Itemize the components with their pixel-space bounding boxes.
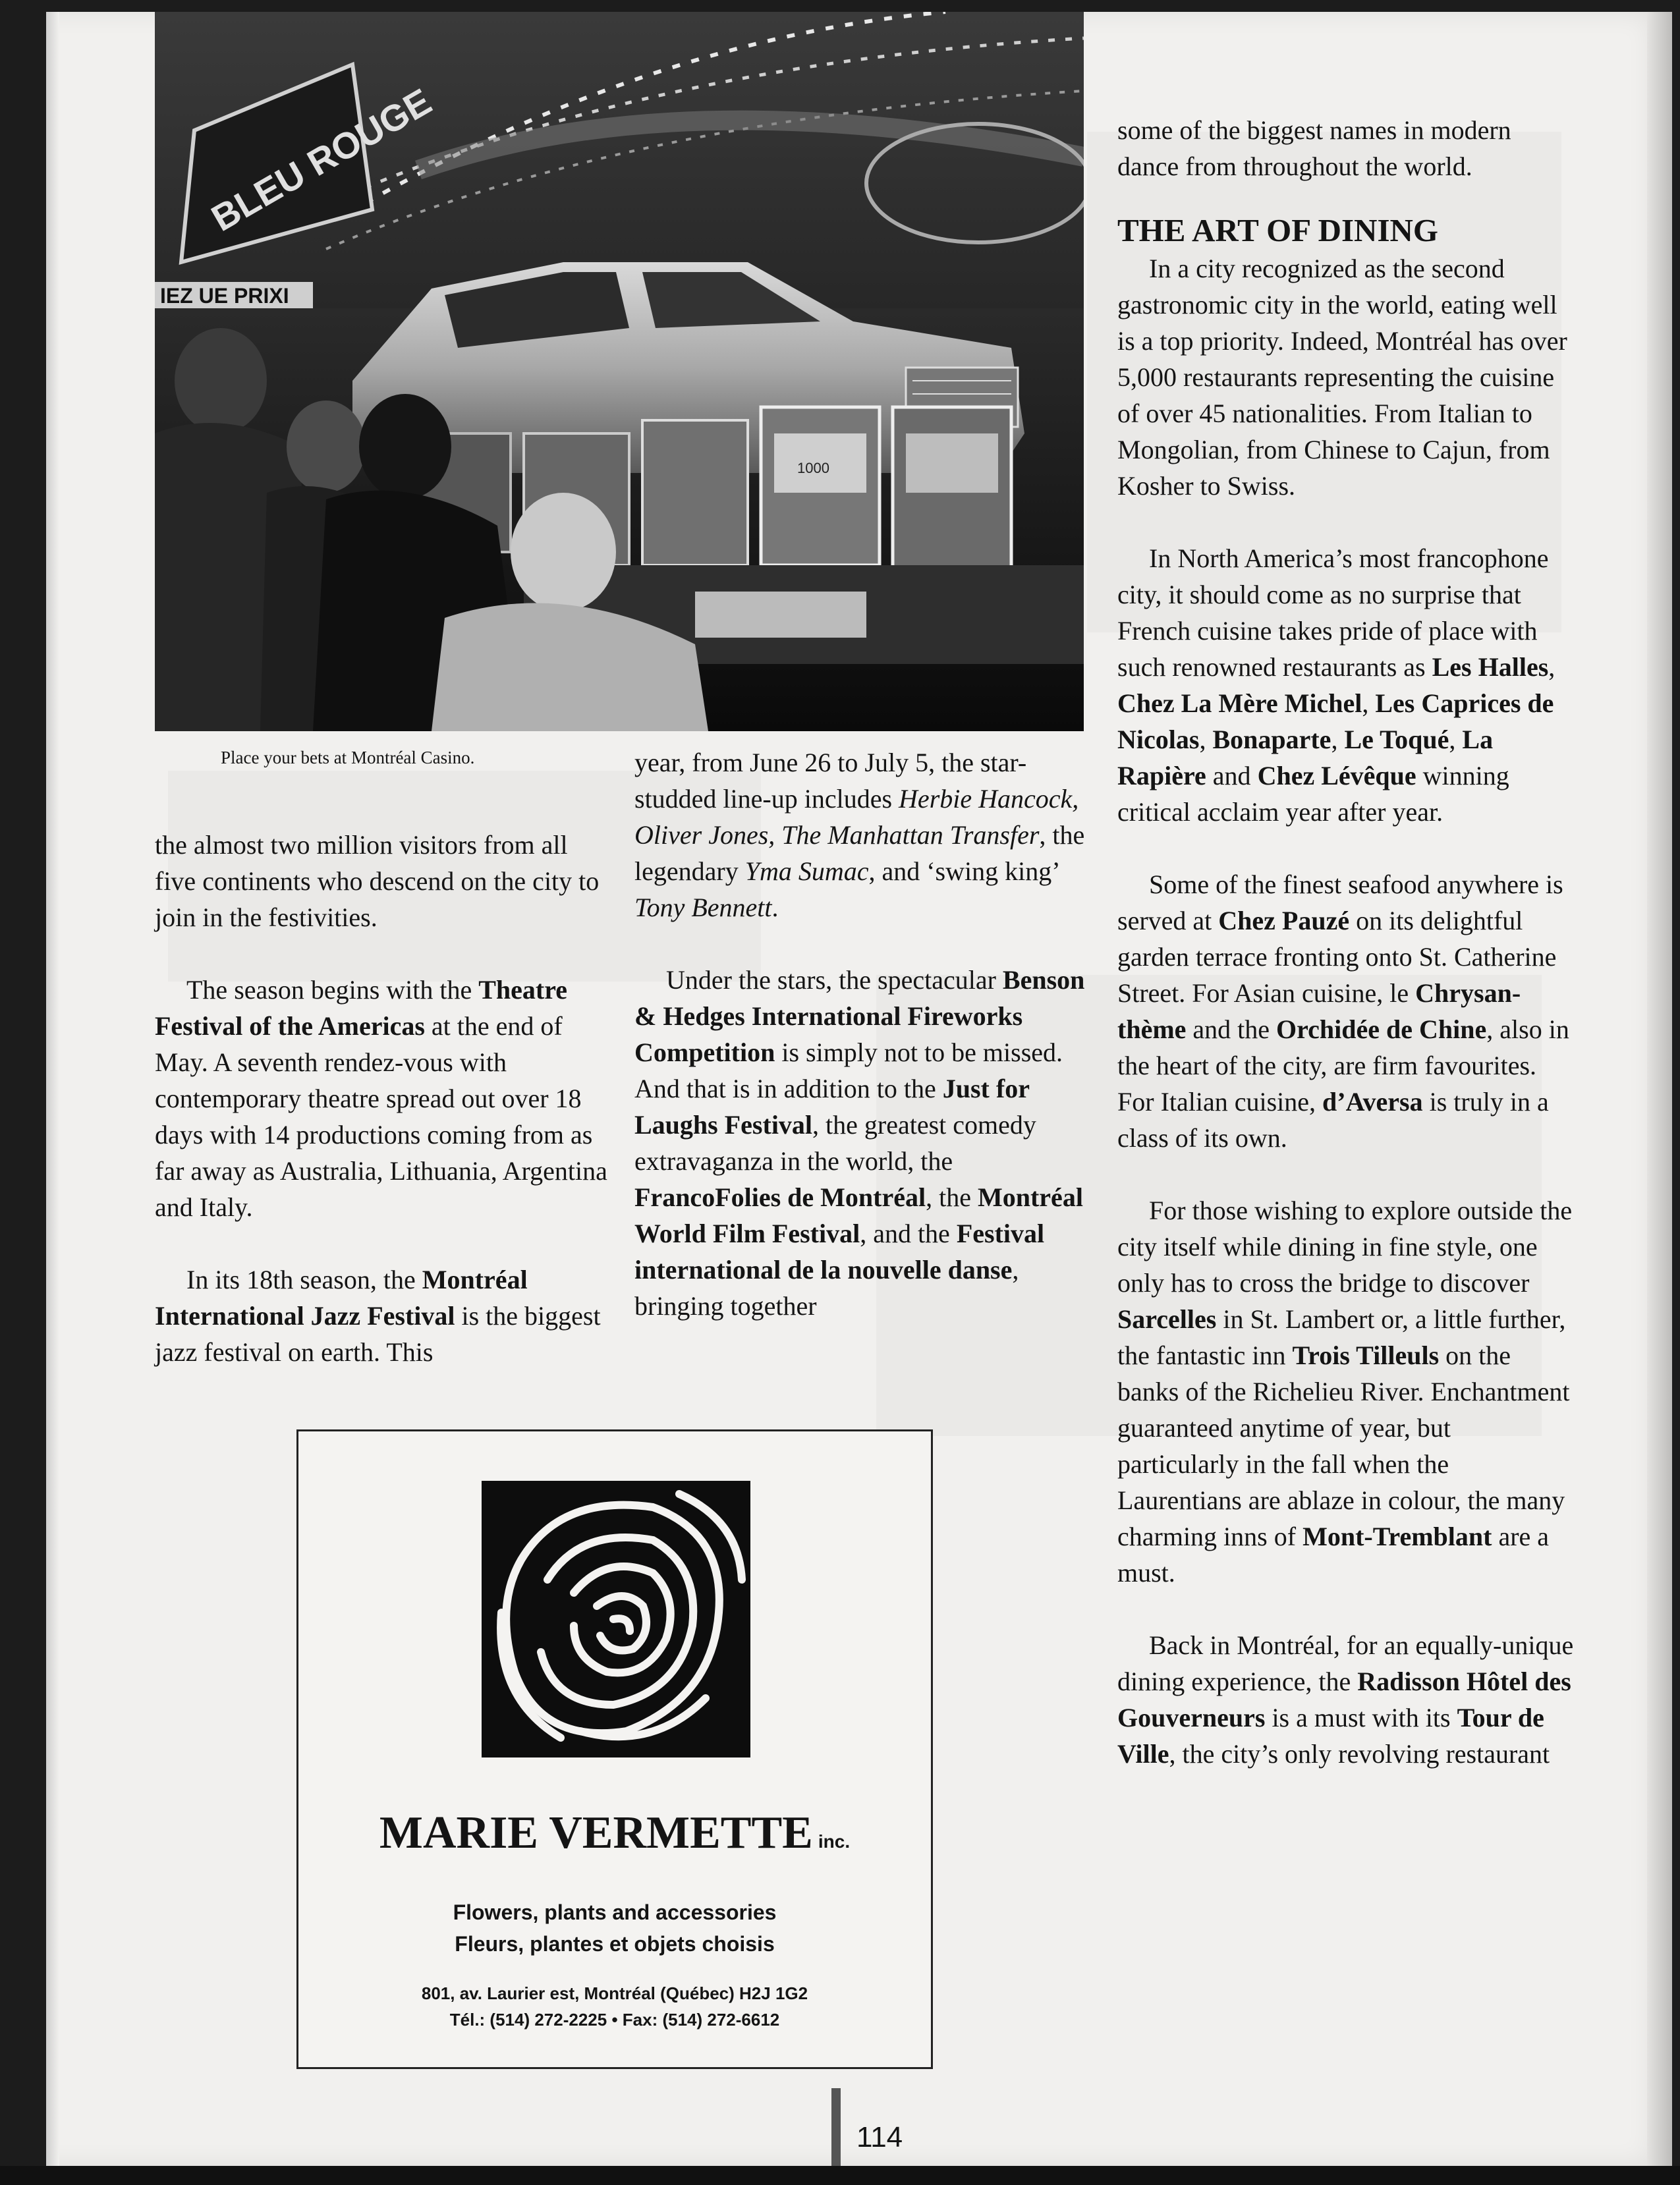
ad-phone: Tél.: (514) 272-2225 • Fax: (514) 272-6612 — [449, 2010, 780, 2030]
text-run: on its delightful garden terrace fronting onto St. Catherine Street. For Asian cuisine, le — [1117, 906, 1557, 1008]
italic-name: Herbie Hancock, Oliver Jones, The Manhattan Transfer — [634, 784, 1079, 850]
bold-name: Benson & Hedges International Fireworks Competition — [634, 965, 1085, 1067]
bold-name: Orchidée de Chine — [1276, 1014, 1487, 1044]
text-run: winning critical acclaim year after year. — [1117, 761, 1509, 827]
section-heading: THE ART OF DINING — [1117, 212, 1439, 248]
text-run: , bringing together — [634, 1255, 1019, 1321]
text-run: , the — [926, 1182, 978, 1212]
text-run: , the legendary — [634, 820, 1085, 886]
text-run: , also in the heart of the city, are firm favourites. For Italian cuisine, — [1117, 1014, 1569, 1117]
text-run: In its 18th season, the — [186, 1265, 422, 1294]
page-left-edge — [46, 12, 59, 2166]
ad-tagline-en: Flowers, plants and accessories — [453, 1900, 777, 1924]
text-run: Under the stars, the spectacular — [666, 965, 1003, 995]
text-run: , and ‘swing king’ — [868, 856, 1059, 886]
sign-text: BLEU ROUGE — [204, 80, 439, 240]
bold-name: Just for Laughs Festival — [634, 1074, 1030, 1140]
text-run: and — [1206, 761, 1258, 790]
page-number: 114 — [856, 2121, 903, 2153]
bold-name: Les Caprices de Nicolas — [1117, 688, 1554, 754]
col2-paragraph-2 — [634, 962, 1089, 1324]
text-run: Some of the finest seafood anywhere is served at — [1117, 870, 1563, 935]
text-run: is truly in a class of its own. — [1117, 1087, 1549, 1153]
bold-name: Radisson Hôtel des Gouverneurs — [1117, 1667, 1571, 1732]
text-run: For those wishing to explore outside the city itself while dining in fine style, one only has to cross the bridge to discover — [1117, 1196, 1573, 1298]
col3-paragraph-2 — [1117, 540, 1579, 830]
col3-paragraph-1: In a city recognized as the second gastronomic city in the world, eating well is a top priority. Indeed, Montréal has over 5,000 restaurants representing the cuisine of over 45 nationalities. From Italian to Mongolian, from Chinese to Cajun, from Kosher to Swiss. — [1117, 254, 1567, 501]
ad-brand — [298, 1807, 931, 1860]
text-run: The season begins with the — [186, 975, 479, 1005]
text-run: , and the — [860, 1219, 957, 1248]
bold-name: Les Halles — [1432, 652, 1549, 682]
bold-name: Chez La Mère Michel — [1117, 688, 1362, 718]
brand-name: MARIE VERMETTE — [379, 1808, 813, 1858]
bold-name: La Rapière — [1117, 725, 1494, 790]
casino-photo — [155, 12, 1084, 731]
col1-paragraph-2 — [155, 972, 609, 1225]
photo-caption: Place your bets at Montréal Casino. — [221, 748, 475, 767]
column-3 — [1117, 112, 1579, 1772]
text-run: , — [1362, 688, 1376, 718]
text-run: are a must. — [1117, 1522, 1550, 1588]
marie-vermette-ad — [296, 1429, 933, 2069]
text-run: In North America’s most francophone city, it should come as no surprise that French cuisine takes pride of place with such renowned restaurants as — [1117, 543, 1549, 682]
col1-paragraph-1: the almost two million visitors from all five continents who descend on the city to join in the festivities. — [155, 830, 600, 932]
bold-name: Montréal World Film Festival — [634, 1182, 1083, 1248]
scan-border — [0, 2166, 1680, 2185]
col2-paragraph-1 — [634, 744, 1089, 926]
rose-logo-icon — [482, 1481, 750, 1757]
text-run: , — [1449, 725, 1463, 754]
ad-address: 801, av. Laurier est, Montréal (Québec) H2J 1G2 — [421, 1983, 808, 2003]
bold-name: Le Toqué — [1344, 725, 1449, 754]
italic-name: Yma Sumac — [744, 856, 869, 886]
text-run: , — [1331, 725, 1345, 754]
text-run: and the — [1186, 1014, 1277, 1044]
brand-suffix: inc. — [818, 1831, 851, 1852]
col3-paragraph-3 — [1117, 866, 1579, 1156]
bold-name: d’Aversa — [1322, 1087, 1423, 1117]
bold-name: Festival international de la nouvelle danse — [634, 1219, 1045, 1285]
bold-name: Montréal International Jazz Festival — [155, 1265, 528, 1331]
bold-name: Bonaparte — [1212, 725, 1331, 754]
text-run: on the banks of the Richelieu River. Enchantment guaranteed anytime of year, but particularly in the fall when the Laurentians are ablaze in colour, the many charming inns of — [1117, 1341, 1570, 1551]
col3-paragraph-0: some of the biggest names in modern dance from throughout the world. — [1117, 115, 1511, 181]
bold-name: Trois Tilleuls — [1292, 1341, 1440, 1370]
text-run: , the city’s only revolving restaurant — [1169, 1739, 1550, 1769]
svg-text:1000: 1000 — [797, 460, 829, 476]
bold-name: Theatre Festival of the Americas — [155, 975, 568, 1041]
text-run: , — [1199, 725, 1213, 754]
ad-tagline-fr: Fleurs, plantes et objets choisis — [455, 1932, 775, 1956]
text-run: Back in Montréal, for an equally-unique dining experience, the — [1117, 1630, 1574, 1696]
col1-paragraph-3 — [155, 1261, 609, 1370]
page-right-edge — [1647, 12, 1672, 2166]
text-run: at the end of May. A seventh rendez-vous with contemporary theatre spread out over 18 days with 14 productions coming from as far away as Australia, Lithuania, Argentina and Italy. — [155, 1011, 607, 1222]
col3-paragraph-5 — [1117, 1627, 1579, 1772]
bold-name: Sarcelles — [1117, 1304, 1217, 1334]
text-run: , the greatest comedy extravaganza in the world, the — [634, 1110, 1036, 1176]
col3-paragraph-4 — [1117, 1192, 1579, 1591]
column-1 — [155, 827, 609, 1370]
text-run: , — [1548, 652, 1555, 682]
text-run: . — [771, 893, 779, 922]
page-number-mark — [831, 2088, 841, 2167]
text-run: year, from June 26 to July 5, the star-studded line-up includes — [634, 748, 1027, 814]
text-run: in St. Lambert or, a little further, the fantastic inn — [1117, 1304, 1566, 1370]
bold-name: Chez Lévêque — [1257, 761, 1416, 790]
bold-name: Mont-Tremblant — [1302, 1522, 1492, 1551]
bold-name: Tour de Ville — [1117, 1703, 1544, 1769]
italic-name: Tony Bennett — [634, 893, 772, 922]
bold-name: Chez Pauzé — [1218, 906, 1350, 935]
banner-text: IEZ UE PRIXI — [160, 284, 289, 308]
text-run: is the biggest jazz festival on earth. This — [155, 1301, 601, 1367]
bold-name: FrancoFolies de Montréal — [634, 1182, 926, 1212]
bold-name: Chrysan-thème — [1117, 978, 1521, 1044]
text-run: is a must with its — [1265, 1703, 1457, 1732]
text-run: is simply not to be missed. And that is in addition to the — [634, 1037, 1063, 1103]
column-2 — [634, 744, 1089, 1324]
